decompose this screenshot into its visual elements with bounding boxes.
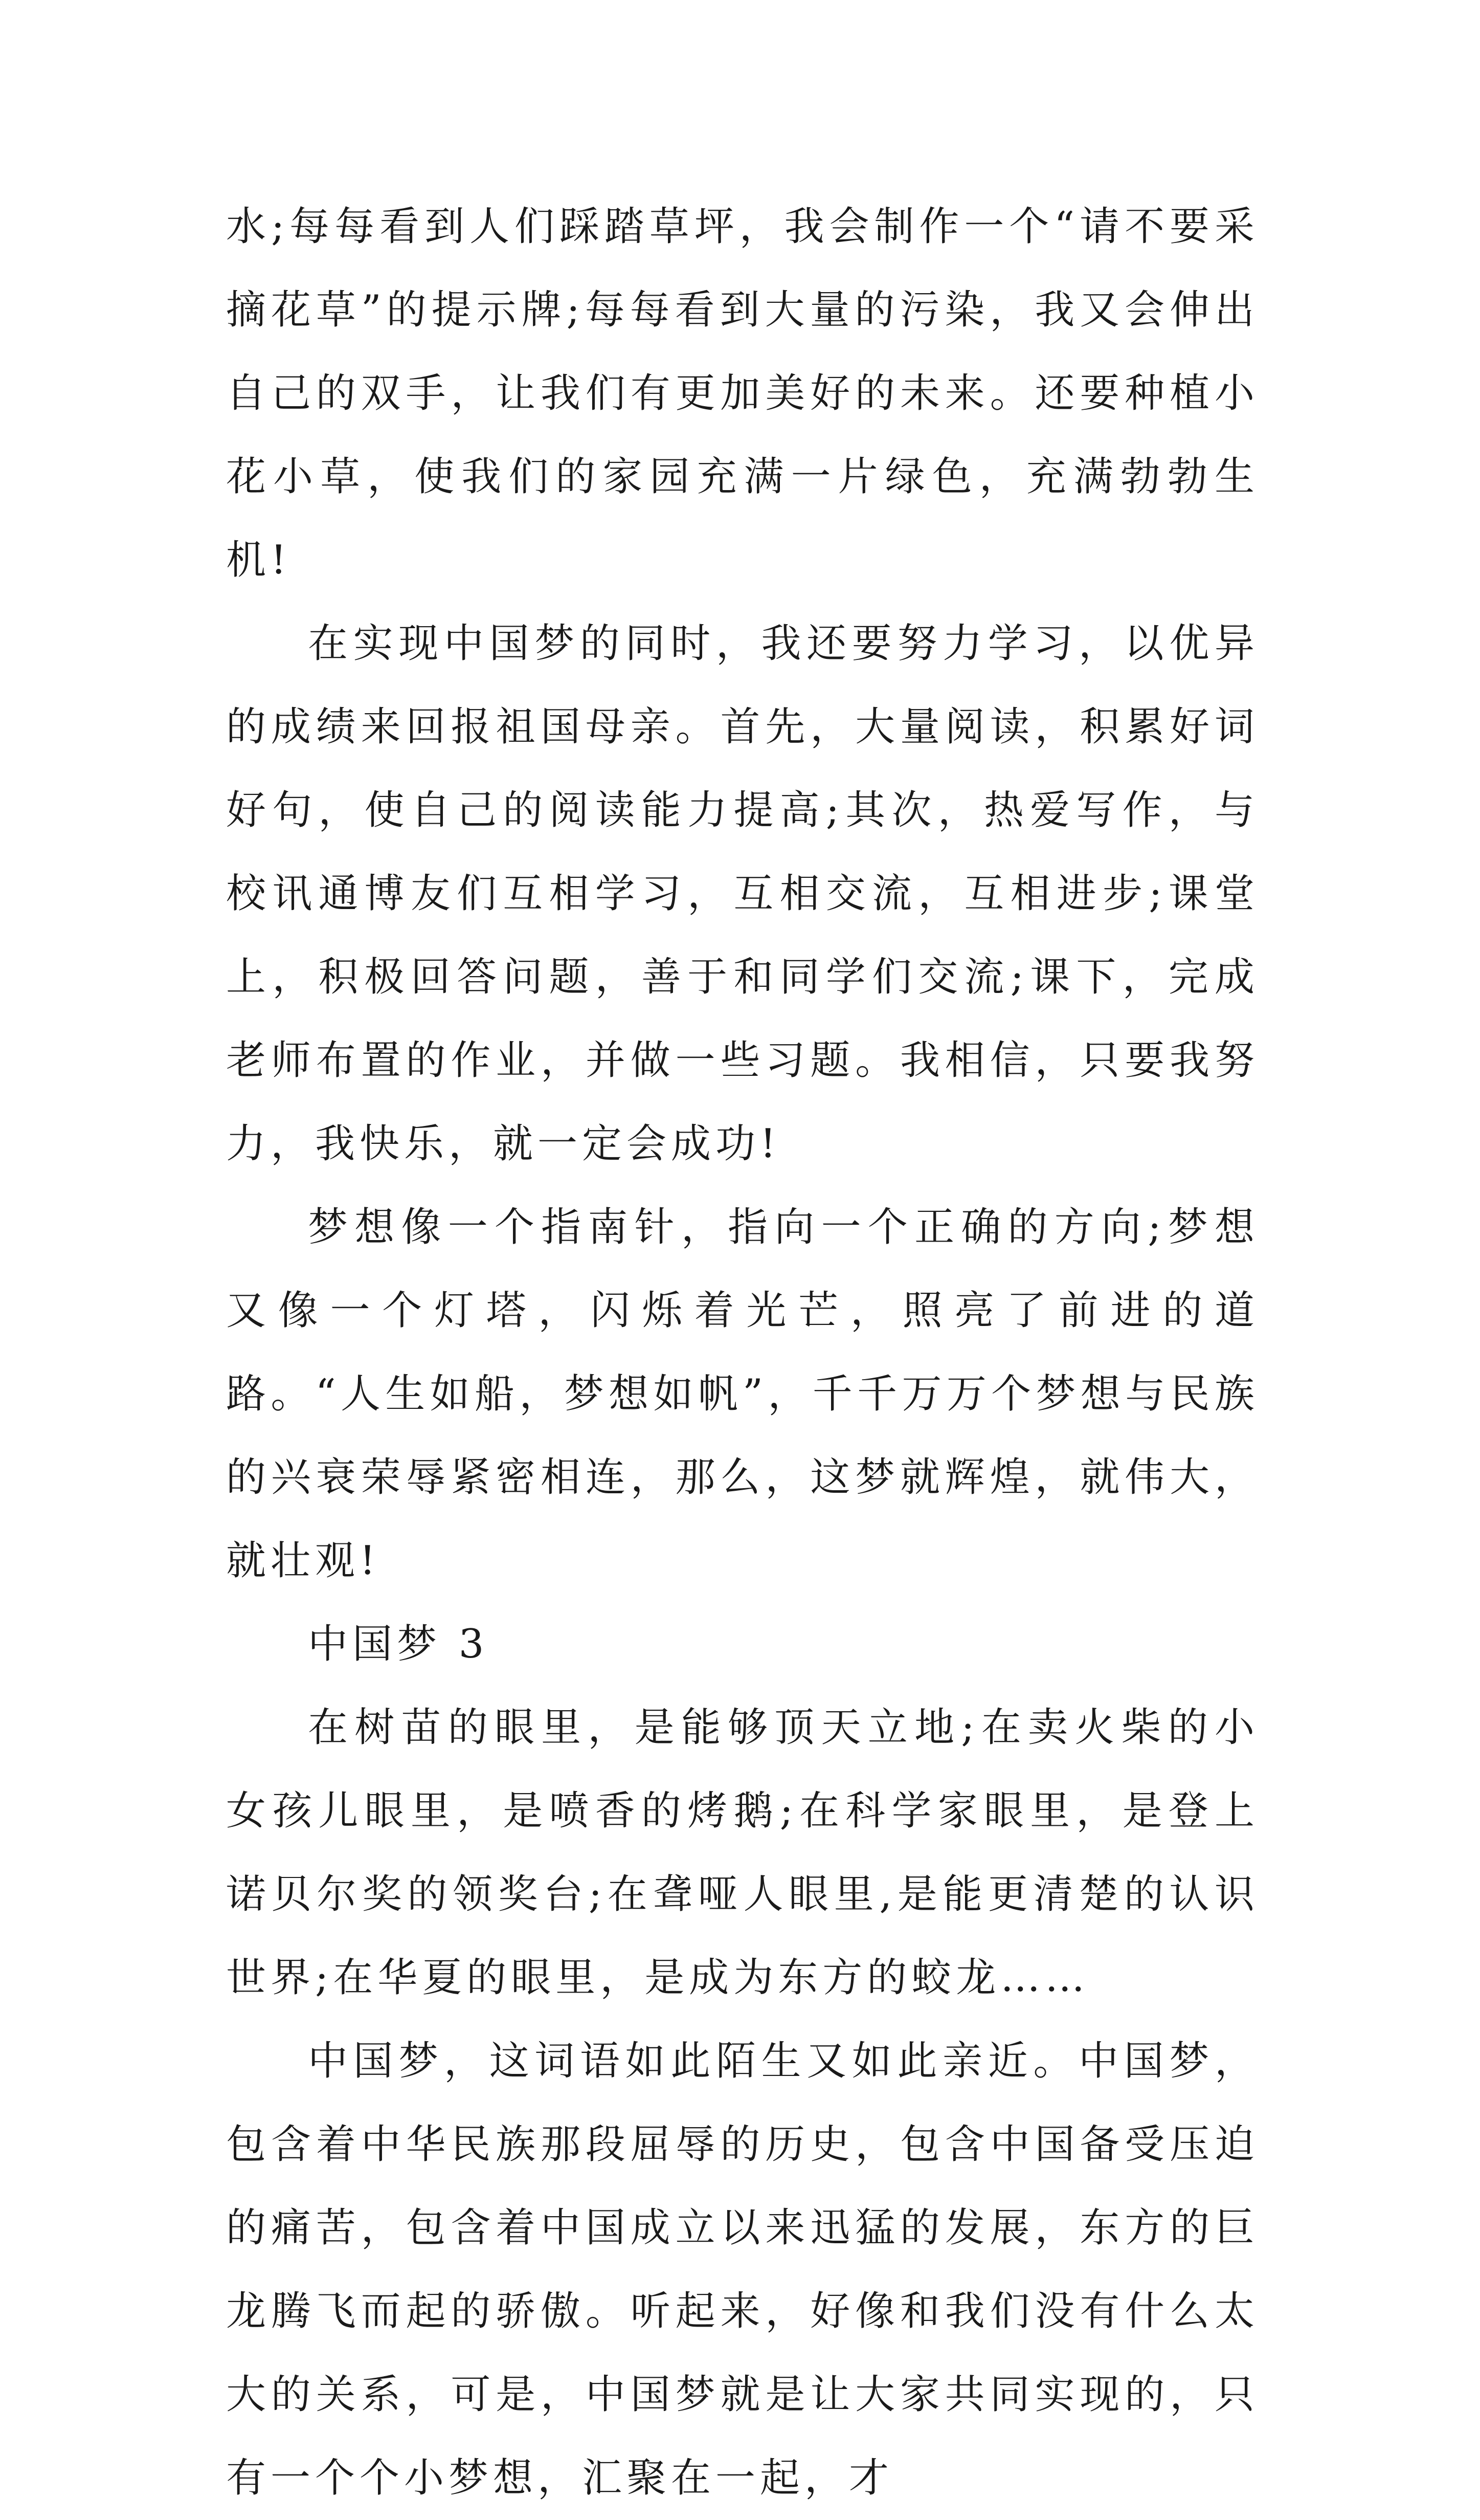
section-heading: 中国梦 3 <box>308 1621 489 1667</box>
paragraph-3: 梦想像一个指南针，指向一个正确的方向;梦想又像一个灯塔，闪烁着光芒，照亮了前进的道路。“人生如船，梦想如帆”，千千万万个梦想与民族的兴衰荣辱紧密相连，那么，这梦就辉煌，就伟大，就壮观! <box>226 1204 1259 1584</box>
paragraph-5: 中国梦，这词语如此陌生又如此亲近。中国梦，包含着中华民族那段屈辱的历史，包含中国备受压迫的痛苦，包含着中国成立以来迅猛的发展，东方的巨龙腾飞而起的骄傲。听起来，好像和我们没有什么太大的关系，可是，中国梦就是让大家共同实现的，只有一个个小梦想，汇聚在一起，才 <box>226 2038 1259 2501</box>
document-body <box>226 185 1259 2520</box>
paragraph-2: 在实现中国梦的同时，我还要努力学习，以优异的成绩来回报祖国母亲。首先，大量阅读，积累好词好句，使自己的阅读能力提高;其次，热爱写作，与校讯通博友们互相学习，互相交流，互相进步;课堂上，积极回答问题，善于和同学们交流;课下，完成老师布置的作业，并做一些习题。我相信，只要我努力，我快乐，就一定会成功! <box>226 621 1259 1167</box>
paragraph-1: 水;每每看到人们踩踏草坪，我会制作一个“请不要采摘花草”的提示牌;每每看到大量的污染，我又会伸出自己的双手，让我们有更加美好的未来。还要种植小花小草，使我们的家园充满一片绿色，充满勃勃生机! <box>226 204 1259 583</box>
paragraph-4: 在树苗的眼里，是能够顶天立地;在卖火柴的小女孩儿眼里，是喷香的烤鹅;在科学家眼里，是登上诺贝尔奖的领奖台;在聋哑人眼里,是能更清楚的认识世界;在华夏的眼里，是成为东方的蛟龙…… <box>226 1705 1259 2001</box>
